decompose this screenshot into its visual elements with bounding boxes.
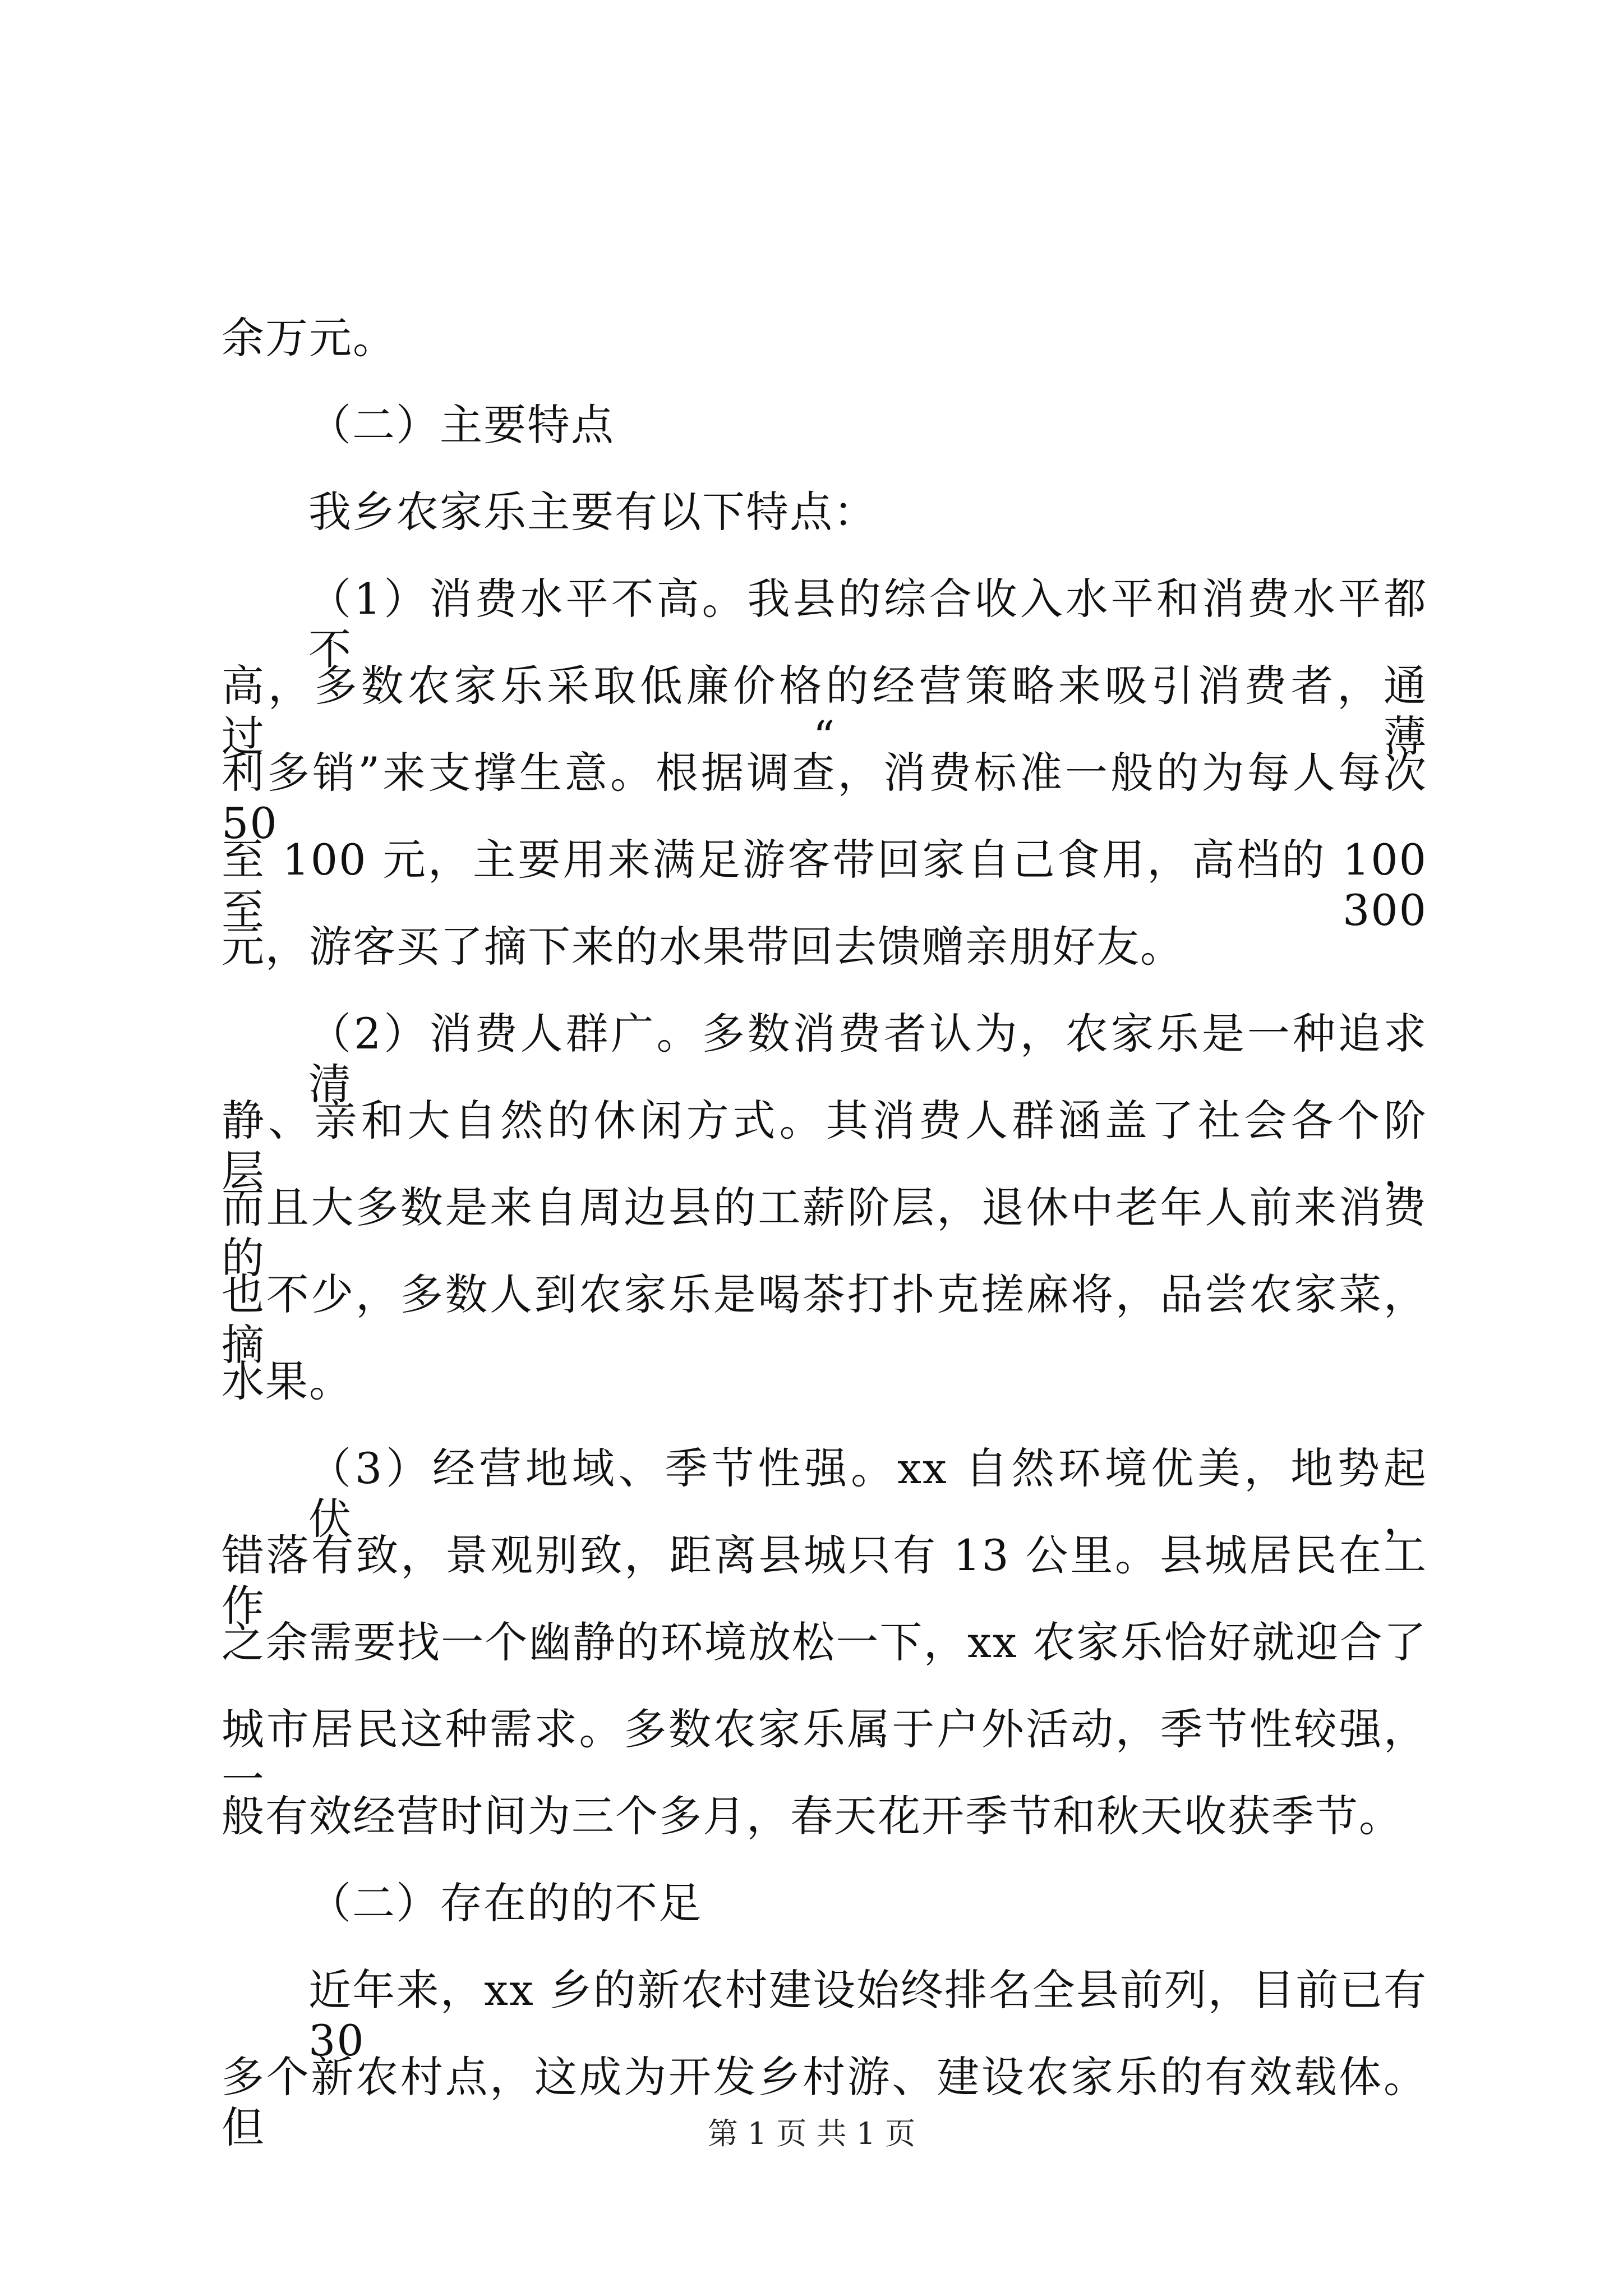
page-number-footer: 第 1 页 共 1 页 [707, 2116, 916, 2151]
text-line: 而且大多数是来自周边县的工薪阶层，退休中老年人前来消费的 [222, 1182, 1427, 1283]
text-line: （3）经营地域、季节性强。xx 自然环境优美，地势起伏， [308, 1443, 1427, 1544]
text-line: （2）消费人群广。多数消费者认为，农家乐是一种追求清 [308, 1009, 1427, 1109]
text-line: 元，游客买了摘下来的水果带回去馈赠亲朋好友。 [222, 922, 1184, 972]
section-heading: （二）存在的的不足 [308, 1878, 702, 1928]
text-line: 余万元。 [222, 313, 396, 363]
text-line: 至 100 元，主要用来满足游客带回家自己食用，高档的 100 至 300 [222, 835, 1427, 935]
text-line: 利多销”来支撑生意。根据调查，消费标准一般的为每人每次 50 [222, 748, 1427, 848]
text-line: 水果。 [222, 1356, 353, 1406]
text-line: 城市居民这种需求。多数农家乐属于户外活动，季节性较强，一 [222, 1704, 1427, 1805]
text-line: （1）消费水平不高。我县的综合收入水平和消费水平都不 [308, 574, 1427, 674]
text-line: 近年来，xx 乡的新农村建设始终排名全县前列，目前已有 30 [308, 1965, 1427, 2065]
text-line: 我乡农家乐主要有以下特点： [308, 487, 877, 537]
text-line: 静、亲和大自然的休闲方式。其消费人群涵盖了社会各个阶层， [222, 1096, 1427, 1196]
text-line: 高，多数农家乐采取低廉价格的经营策略来吸引消费者，通过“薄 [222, 661, 1427, 761]
text-line: 般有效经营时间为三个多月，春天花开季节和秋天收获季节。 [222, 1791, 1403, 1841]
text-line: 错落有致，景观别致，距离县城只有 13 公里。县城居民在工作 [222, 1530, 1427, 1631]
text-line: 也不少，多数人到农家乐是喝茶打扑克搓麻将，品尝农家菜，摘 [222, 1269, 1427, 1370]
text-line: 多个新农村点，这成为开发乡村游、建设农家乐的有效载体。但 [222, 2052, 1427, 2152]
text-line: 之余需要找一个幽静的环境放松一下，xx 农家乐恰好就迎合了 [222, 1617, 1427, 1667]
section-heading: （二）主要特点 [308, 400, 615, 450]
